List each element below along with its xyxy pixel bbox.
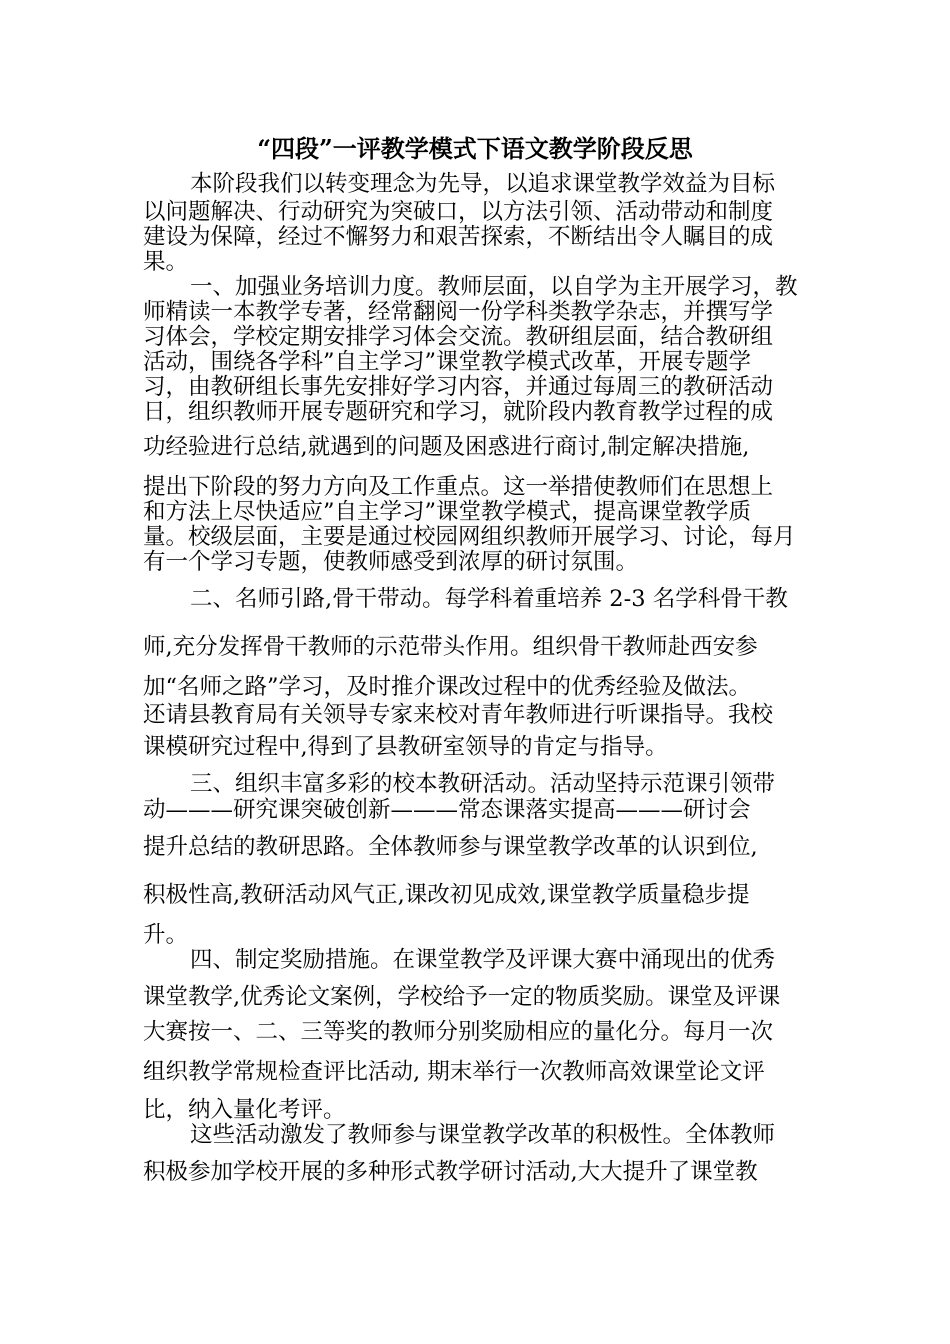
paragraph-line: 师,充分发挥骨干教师的示范带头作用。组织骨干教师赴西安参 (143, 634, 758, 660)
paragraph-line: 有一个学习专题，使教师感受到浓厚的研讨氛围。 (143, 549, 639, 575)
paragraph-line: 这些活动激发了教师参与课堂教学改革的积极性。全体教师 (190, 1122, 776, 1148)
paragraph-line: 升。 (143, 922, 189, 948)
paragraph-line: 活动，围绕各学科”自主学习”课堂教学模式改革，开展专题学 (143, 349, 752, 375)
paragraph-line: 四、制定奖励措施。在课堂教学及评课大赛中涌现出的优秀 (190, 947, 776, 973)
paragraph-line: 本阶段我们以转变理念为先导，以追求课堂教学效益为目标 (190, 171, 776, 197)
paragraph-line: 果。 (143, 249, 189, 275)
paragraph-line: 功经验进行总结,就遇到的问题及困惑进行商讨,制定解决措施, (143, 434, 750, 460)
paragraph-line: 比，纳入量化考评。 (143, 1097, 346, 1123)
paragraph-line: 积极参加学校开展的多种形式教学研讨活动,大大提升了课堂教 (143, 1159, 758, 1185)
paragraph-line: 课模研究过程中,得到了县教研室领导的肯定与指导。 (143, 734, 668, 760)
paragraph-line: 三、组织丰富多彩的校本教研活动。活动坚持示范课引领带 (190, 771, 776, 797)
paragraph-line: 大赛按一、二、三等奖的教师分别奖励相应的量化分。每月一次 (143, 1019, 774, 1045)
paragraph-line: 动———研究课突破创新———常态课落实提高———研讨会 (143, 797, 751, 823)
paragraph-line: 加“名师之路”学习，及时推介课改过程中的优秀经验及做法。 (143, 674, 752, 700)
paragraph-line: 师精读一本教学专著，经常翻阅一份学科类教学杂志，并撰写学 (143, 299, 774, 325)
paragraph-line: 建设为保障，经过不懈努力和艰苦探索，不断结出令人瞩目的成 (143, 224, 774, 250)
paragraph-line: 提升总结的教研思路。全体教师参与课堂教学改革的认识到位, (143, 834, 758, 860)
paragraph-line: 量。校级层面，主要是通过校园网组织教师开展学习、讨论，每月 (143, 524, 796, 550)
paragraph-line: 还请县教育局有关领导专家来校对青年教师进行听课指导。我校 (143, 702, 774, 728)
paragraph-line: 习，由教研组长事先安排好学习内容，并通过每周三的教研活动 (143, 374, 774, 400)
paragraph-line: 习体会，学校定期安排学习体会交流。教研组层面，结合教研组 (143, 324, 774, 350)
paragraph-line: 一、加强业务培训力度。教师层面，以自学为主开展学习，教 (190, 274, 798, 300)
paragraph-line: 组织教学常规检查评比活动, 期末举行一次教师高效课堂论文评 (143, 1059, 765, 1085)
paragraph-line: 以问题解决、行动研究为突破口，以方法引领、活动带动和制度 (143, 199, 774, 225)
paragraph-line: 和方法上尽快适应”自主学习”课堂教学模式，提高课堂教学质 (143, 499, 752, 525)
paragraph-line: 日，组织教师开展专题研究和学习，就阶段内教育教学过程的成 (143, 399, 774, 425)
document-title: “四段”一评教学模式下语文教学阶段反思 (257, 134, 693, 163)
paragraph-line: 积极性高,教研活动风气正,课改初见成效,课堂教学质量稳步提 (143, 882, 750, 908)
paragraph-line: 提出下阶段的努力方向及工作重点。这一举措使教师们在思想上 (143, 474, 774, 500)
paragraph-line: 二、名师引路,骨干带动。每学科着重培养 2-3 名学科骨干教 (190, 586, 788, 612)
paragraph-line: 课堂教学,优秀论文案例，学校给予一定的物质奖励。课堂及评课 (143, 984, 781, 1010)
